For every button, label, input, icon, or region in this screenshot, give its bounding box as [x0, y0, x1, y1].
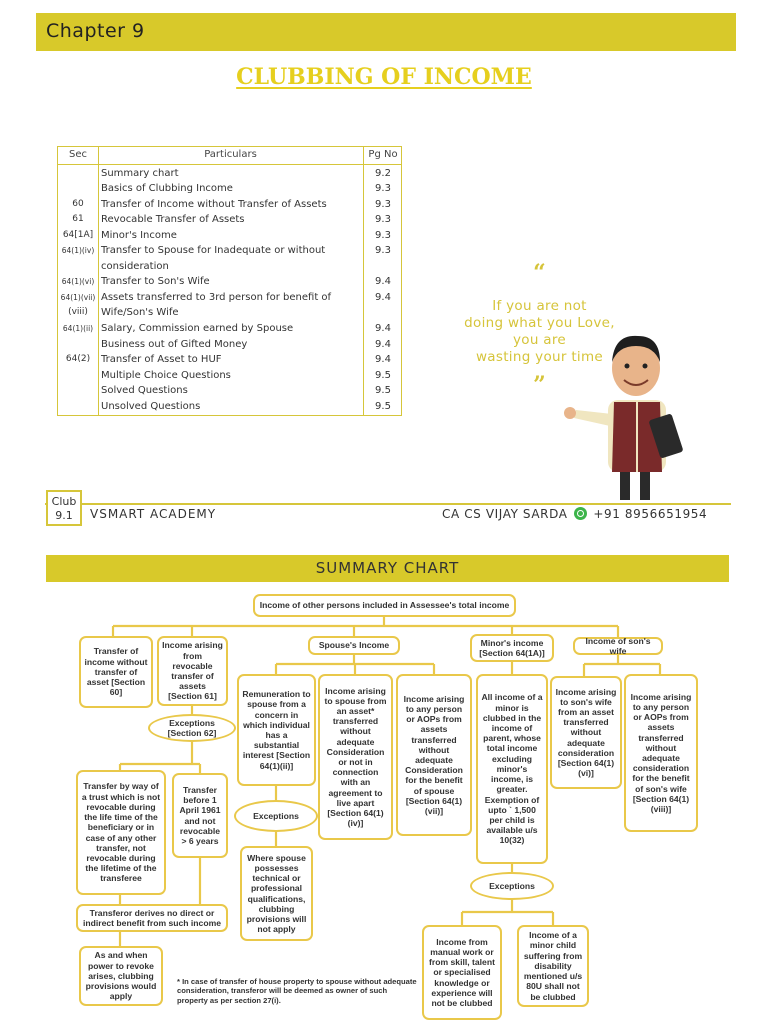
node-spouse-exceptions: Exceptions [234, 800, 318, 832]
toc-particular: Transfer to Son's Wife [101, 276, 210, 288]
node-section-61: Income arising from revocable transfer of assets [Section 61] [157, 636, 228, 706]
toc-page: 9.3 [375, 214, 391, 226]
node-section-60: Transfer of income without transfer of asset [Section 60] [79, 636, 153, 708]
toc-section: 64(1)(iv) [61, 246, 95, 256]
toc-section: 64[1A] [62, 229, 94, 240]
toc-page: 9.3 [375, 245, 391, 257]
academy-name: VSMART ACADEMY [90, 507, 217, 521]
node-son-wife-aop: Income arising to any person or AOPs from assets transferred without adequate consideration for the benefit of son's wife [Section 64(1)(viii)] [624, 674, 698, 832]
close-quote-mark: ” [533, 372, 546, 398]
node-spouse-income: Spouse's Income [308, 636, 400, 655]
node-power-to-revoke: As and when power to revoke arises, clubbing provisions would apply [79, 946, 163, 1006]
toc-particular: Wife/Son's Wife [101, 307, 179, 319]
author-name: CA CS VIJAY SARDA [442, 507, 568, 521]
toc-page: 9.4 [375, 291, 391, 303]
phone-number: +91 8956651954 [593, 507, 708, 521]
node-no-benefit: Transferor derives no direct or indirect benefit from such income [76, 904, 228, 932]
node-asset-to-spouse: Income arising to spouse from an asset* transferred without adequate Consideration or not in connection with an agreement to live apart [Section 64(1)(iv)] [318, 674, 393, 840]
node-root: Income of other persons included in Assessee's total income [253, 594, 516, 617]
toc-page: 9.3 [375, 183, 391, 195]
toc-page: 9.5 [375, 385, 391, 397]
page-number: 9.1 [55, 509, 73, 522]
open-quote-mark: “ [533, 260, 546, 286]
toc-particular: Assets transferred to 3rd person for benefit of [101, 291, 332, 303]
node-remuneration-spouse: Remuneration to spouse from a concern in which individual has a substantial interest [Section 64(1)(ii)] [237, 674, 316, 786]
toc-particular: Transfer to Spouse for Inadequate or without [101, 245, 326, 257]
toc-section: 64(1)(vi) [61, 277, 95, 287]
quote-line: If you are not [492, 298, 587, 314]
club-label: Club [51, 495, 77, 508]
toc-particular: Solved Questions [101, 385, 188, 397]
node-manual-work: Income from manual work or from skill, talent or specialised knowledge or experience will not be clubbed [422, 925, 502, 1020]
toc-particular: Minor's Income [101, 229, 177, 241]
toc-section: 61 [72, 214, 84, 225]
node-technical-qualification: Where spouse possesses technical or professional qualifications, clubbing provisions will not apply [240, 846, 313, 941]
house-property-footnote: * In case of transfer of house property to spouse without adequate consideration, transferor will be deemed as owner of such property as per section 27(i). [177, 977, 417, 1005]
toc-section: 60 [72, 198, 84, 209]
node-minor-all-income: All income of a minor is clubbed in the income of parent, whose total income excluding minor's income, is greater. Exemption of upto ` 1,500 per child is available u/s 10(32) [476, 674, 548, 864]
node-disability: Income of a minor child suffering from disability mentioned u/s 80U shall not be clubbed [517, 925, 589, 1007]
node-minor-exceptions: Exceptions [470, 872, 554, 900]
node-before-1961: Transfer before 1 April 1961 and not revocable > 6 years [172, 773, 228, 858]
toc-page: 9.3 [375, 198, 391, 210]
toc-section: 64(2) [65, 354, 91, 365]
toc-page: 9.3 [375, 229, 391, 241]
toc-page: 9.2 [375, 167, 391, 179]
toc-particular: Revocable Transfer of Assets [101, 214, 245, 226]
toc-page: 9.5 [375, 369, 391, 381]
toc-particular: Transfer of Asset to HUF [101, 354, 222, 366]
toc-particular: Transfer of Income without Transfer of Assets [101, 198, 327, 210]
toc-page: 9.4 [375, 276, 391, 288]
toc-page: 9.4 [375, 323, 391, 334]
toc-particular: consideration [101, 260, 169, 272]
quote-line: you are [512, 332, 567, 348]
summary-chart-title: SUMMARY CHART [315, 559, 460, 577]
toc-header-particulars: Particulars [204, 149, 257, 160]
node-minor-income: Minor's income [Section 64(1A)] [470, 634, 554, 662]
chapter-label: Chapter 9 [46, 20, 145, 42]
toc-section: 64(1)(vii) [60, 292, 96, 302]
node-son-wife-asset: Income arising to son's wife from an asset transferred without adequate consideration [Section 64(1)(vi)] [550, 676, 622, 789]
toc-particular: Multiple Choice Questions [101, 369, 231, 381]
toc-particular: Business out of Gifted Money [101, 338, 248, 350]
toc-page: 9.4 [375, 338, 391, 350]
quote-line: wasting your time [475, 349, 604, 365]
chapter-title: CLUBBING OF INCOME [236, 64, 532, 90]
toc-particular: Unsolved Questions [101, 400, 201, 412]
toc-particular: Salary, Commission earned by Spouse [101, 323, 294, 334]
node-aop-spouse: Income arising to any person or AOPs from assets transferred without adequate Consideration for the benefit of spouse [Section 64(1)(vii)] [396, 674, 472, 836]
toc-section: (viii) [68, 307, 88, 318]
node-son-wife-income: Income of son's wife [573, 637, 663, 655]
toc-page: 9.4 [375, 354, 391, 366]
toc-section: 64(1)(ii) [62, 324, 94, 333]
toc-header-pg: Pg No [368, 149, 398, 160]
toc-particular: Summary chart [101, 167, 179, 179]
toc-page: 9.5 [375, 400, 391, 412]
quote-line: doing what you Love, [464, 315, 615, 331]
node-irrevocable-trust: Transfer by way of a trust which is not revocable during the life time of the beneficiary or in case of any other transfer, not revocable during the lifetime of the transferee [76, 770, 166, 895]
toc-particular: Basics of Clubbing Income [101, 183, 233, 195]
node-exceptions-62: Exceptions [Section 62] [148, 714, 236, 742]
toc-header-sec: Sec [69, 149, 87, 160]
